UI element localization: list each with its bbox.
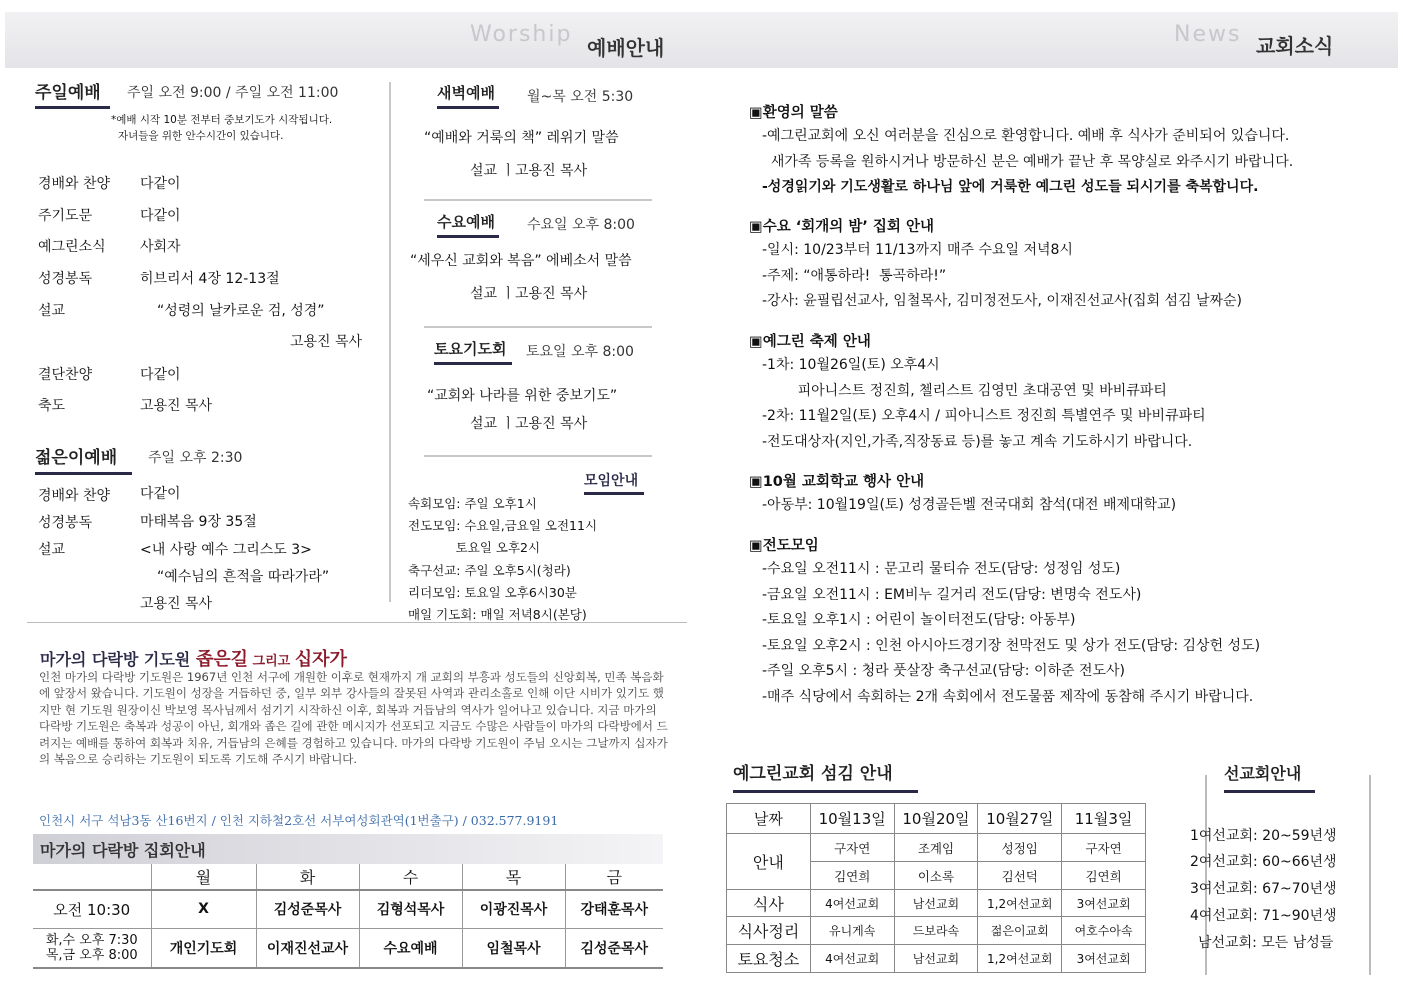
youth-item-label: 성경봉독 — [38, 515, 93, 531]
gathering-cell: 김형석목사 — [359, 890, 462, 928]
gathering-cell: 임철목사 — [462, 928, 565, 968]
sunday-preacher: 고용진 목사 — [290, 334, 363, 350]
saturday-time: 토요일 오후 8:00 — [526, 344, 634, 360]
youth-item-label: 경배와 찬양 — [38, 488, 111, 504]
worship-label-en: Worship — [470, 22, 573, 47]
column-divider — [389, 82, 391, 602]
gathering-cell: 수요예배 — [359, 928, 462, 968]
divider — [424, 326, 652, 328]
gathering-cell: 이광진목사 — [462, 890, 565, 928]
sunday-item-label: 예그린소식 — [38, 239, 106, 255]
divider — [424, 199, 652, 201]
service-header: 10월20일 — [894, 804, 978, 834]
service-header: 날짜 — [727, 804, 811, 834]
service-cell: 유니게속 — [810, 917, 894, 945]
service-header: 11월3일 — [1062, 804, 1146, 834]
service-cell: 구자연 — [810, 834, 894, 862]
prayer-house-title-c: 그리고 — [248, 654, 295, 669]
service-cell: 조계임 — [894, 834, 978, 862]
service-cell: 3여선교회 — [1062, 945, 1146, 973]
service-cell: 이소록 — [894, 862, 978, 890]
youth-preacher: 고용진 목사 — [140, 596, 213, 612]
service-row-label: 식사 — [727, 890, 811, 917]
news-line: -매주 식당에서 속회하는 2개 속회에서 전도물품 제작에 동참해 주시기 바랍니다. — [762, 688, 1254, 705]
sunday-item-label: 주기도문 — [38, 208, 93, 224]
gathering-time-line: 화,수 오후 7:30 — [45, 932, 138, 948]
prayer-house-address: 인천시 서구 석남3동 산16번지 / 인천 지하철2호선 서부여성회관역(1번출구) / 032.577.9191 — [39, 813, 559, 828]
sunday-item-label: 성경봉독 — [38, 271, 93, 287]
news-line: -전도대상자(지인,가족,직장동료 등)를 놓고 계속 기도하시기 바랍니다. — [762, 433, 1193, 450]
news-line: -1차: 10월26일(토) 오후4시 — [762, 357, 940, 373]
sunday-time: 주일 오전 9:00 / 주일 오전 11:00 — [127, 85, 339, 101]
sunday-item-value: 다같이 — [140, 176, 181, 192]
youth-item-value: <내 사랑 예수 그리스도 3> — [140, 542, 312, 558]
saturday-text: “교회와 나라를 위한 중보기도” — [427, 388, 618, 404]
gathering-cell: 개인기도회 — [151, 928, 256, 968]
news-line: -2차: 11월2일(토) 오후4시 / 피아니스트 정진희 특별연주 및 바비큐파티 — [762, 408, 1206, 424]
gathering-time-line: 목,금 오후 8:00 — [45, 947, 138, 963]
day-header: 화 — [256, 864, 359, 890]
divider — [27, 622, 687, 623]
prayer-house-title — [40, 645, 347, 671]
dawn-time: 월~목 오전 5:30 — [527, 89, 634, 105]
meeting-line: 속회모임: 주일 오후1시 — [408, 496, 537, 511]
day-header: 금 — [565, 864, 663, 890]
sunday-item-label: 축도 — [38, 398, 66, 414]
sunday-note2: 자녀들을 위한 안수시간이 있습니다. — [118, 130, 284, 142]
service-row-label: 식사정리 — [727, 917, 811, 945]
service-cell: 1,2여선교회 — [978, 890, 1062, 917]
gathering-cell: 김성준목사 — [565, 928, 663, 968]
news-heading: ▣전도모임 — [749, 538, 819, 554]
gathering-title: 마가의 다락방 집회안내 — [40, 841, 206, 860]
news-label-en: News — [1174, 22, 1242, 47]
service-cell: 남선교회 — [894, 945, 978, 973]
youth-time: 주일 오후 2:30 — [148, 450, 243, 466]
news-line: 새가족 등록을 원하시거나 방문하신 분은 예배가 끝난 후 목양실로 와주시기 바랍니다. — [762, 153, 1294, 170]
wednesday-sermon: 설교 ㅣ고용진 목사 — [470, 286, 588, 302]
news-line: -토요일 오후1시 : 어린이 놀이터전도(담당: 아동부) — [762, 612, 1076, 628]
meeting-line: 축구선교: 주일 오후5시(청라) — [408, 563, 571, 578]
prayer-house-title-a: 마가의 다락방 기도원 — [40, 650, 196, 669]
gathering-time — [33, 928, 151, 968]
sunday-item-label: 경배와 찬양 — [38, 176, 111, 192]
news-line: -일시: 10/23부터 11/13까지 매주 수요일 저녁8시 — [762, 242, 1073, 258]
news-line: 피아니스트 정진희, 첼리스트 김영민 초대공연 및 바비큐파티 — [762, 382, 1167, 399]
service-cell: 남선교회 — [894, 890, 978, 917]
sunday-note1: *예배 시작 10분 전부터 중보기도가 시작됩니다. — [111, 114, 333, 126]
service-cell: 김연희 — [810, 862, 894, 890]
service-row-label: 토요청소 — [727, 945, 811, 973]
prayer-house-title-b: 좁은길 — [195, 649, 248, 670]
meeting-line: 매일 기도회: 매일 저녁8시(본당) — [408, 607, 587, 622]
service-cell: 드보라속 — [894, 917, 978, 945]
news-heading: ▣예그린 축제 안내 — [749, 334, 871, 350]
news-line: -주일 오후5시 : 청라 풋살장 축구선교(담당: 이하준 전도사) — [762, 663, 1125, 679]
gathering-time: 오전 10:30 — [33, 890, 151, 928]
meetings-title: 모임안내 — [584, 470, 644, 495]
service-cell: 김선덕 — [978, 862, 1062, 890]
day-header: 수 — [359, 864, 462, 890]
service-table — [726, 803, 1146, 973]
service-cell: 젊은이교회 — [978, 917, 1062, 945]
wednesday-text: “세우신 교회와 복음” 에베소서 말씀 — [410, 253, 632, 269]
mission-divider-right — [1369, 775, 1371, 975]
service-header: 10월13일 — [810, 804, 894, 834]
meeting-line: 전도모임: 수요일,금요일 오전11시 — [408, 518, 598, 533]
mission-line: 4여선교회: 71~90년생 — [1190, 908, 1337, 924]
meeting-line: 리더모임: 토요일 오후6시30분 — [408, 585, 577, 600]
news-line: -아동부: 10월19일(토) 성경골든벨 전국대회 참석(대전 배제대학교) — [762, 497, 1177, 513]
sunday-item-value: 사회자 — [140, 239, 181, 255]
sunday-sermon-title: “성령의 날카로운 검, 성경” — [157, 303, 325, 319]
news-line: -강사: 윤필립선교사, 임철목사, 김미정전도사, 이재진선교사(집회 섬김 날짜순) — [762, 293, 1242, 309]
service-guide-label: 안내 — [727, 834, 811, 890]
divider — [424, 455, 652, 457]
saturday-sermon: 설교 ㅣ고용진 목사 — [470, 416, 588, 432]
youth-title: 젊은이예배 — [35, 443, 132, 475]
news-line: -토요일 오후2시 : 인천 아시아드경기장 천막전도 및 상가 전도(담당: 김상헌 성도) — [762, 637, 1261, 654]
service-title: 예그린교회 섬김 안내 — [733, 759, 918, 793]
sunday-item-value: 다같이 — [140, 367, 181, 383]
mission-title: 선교회안내 — [1224, 761, 1315, 793]
sunday-item-label: 결단찬양 — [38, 367, 93, 383]
wednesday-time: 수요일 오후 8:00 — [527, 217, 635, 233]
news-heading: ▣수요 ‘회개의 밤’ 집회 안내 — [749, 219, 934, 235]
sunday-item-label: 설교 — [38, 303, 66, 319]
dawn-title: 새벽예배 — [437, 82, 499, 109]
dawn-text: “예배와 거룩의 책” 레위기 말씀 — [424, 130, 619, 146]
service-cell: 여호수아속 — [1062, 917, 1146, 945]
news-line: -예그린교회에 오신 여러분을 진심으로 환영합니다. 예배 후 식사가 준비되어 있습니다. — [762, 128, 1290, 144]
day-header: 목 — [462, 864, 565, 890]
mission-line: 남선교회: 모든 남성들 — [1198, 935, 1334, 951]
service-cell: 4여선교회 — [810, 945, 894, 973]
service-cell: 1,2여선교회 — [978, 945, 1062, 973]
news-line: -수요일 오전11시 : 문고리 물티슈 전도(담당: 성정임 성도) — [762, 561, 1121, 577]
wednesday-title: 수요예배 — [437, 211, 499, 238]
news-line: -주제: “애통하라! 통곡하라!” — [762, 267, 947, 284]
service-cell: 구자연 — [1062, 834, 1146, 862]
service-cell: 성정임 — [978, 834, 1062, 862]
news-heading: ▣10월 교회학교 행사 안내 — [749, 474, 925, 490]
news-heading: ▣환영의 말씀 — [749, 105, 838, 121]
day-header: 월 — [151, 864, 256, 890]
sunday-item-value: 다같이 — [140, 208, 181, 224]
gathering-table — [33, 864, 663, 969]
service-header: 10월27일 — [978, 804, 1062, 834]
news-label-ko: 교회소식 — [1256, 34, 1334, 58]
prayer-house-title-d: 십자가 — [294, 649, 347, 670]
mission-line: 2여선교회: 60~66년생 — [1190, 854, 1337, 870]
mission-line: 1여선교회: 20~59년생 — [1190, 828, 1337, 844]
gathering-cell: X — [151, 890, 256, 928]
youth-item-value: 마태복음 9장 35절 — [140, 514, 257, 530]
saturday-title: 토요기도회 — [434, 338, 512, 365]
gathering-cell: 강태훈목사 — [565, 890, 663, 928]
youth-sermon-title: “예수님의 흔적을 따라가라” — [157, 569, 330, 585]
service-cell: 3여선교회 — [1062, 890, 1146, 917]
prayer-house-paragraph: 인천 마가의 다락방 기도원은 1967년 인천 서구에 개원한 이후로 현재까지 개 교회의 부흥과 성도들의 신앙회복, 민족 복음화에 앞장서 왔습니다. 기도원이 성장을 거듭하던 중, 일부 외부 강사들의 잘못된 사역과 관리소홀로 인해 이단 시비가 있기도 했지만 현 기도원 원장이신 박보영 목사님께서 섬기기 시작하신 이후, 회복과 거듭남의 역사가 일어나고 있습니다. 지금 마가의 다락방 기도원은 축복과 성공이 아닌, 회개와 좁은 길에 관한 메시지가 선포되고 지금도 수많은 사람들이 마가의 다락방에서 드려지는 예배를 통하여 회복과 치유, 거듭남의 은혜를 경험하고 있습니다. 마가의 다락방 기도원이 주님 오시는 그날까지 십자가의 복음으로 승리하는 기도원이 되도록 기도해 주시기 바랍니다. — [39, 670, 668, 767]
sunday-title: 주일예배 — [35, 78, 110, 109]
sunday-item-value: 히브리서 4장 12-13절 — [140, 271, 280, 287]
gathering-cell: 김성준목사 — [256, 890, 359, 928]
sunday-item-value: 고용진 목사 — [140, 398, 213, 414]
youth-item-label: 설교 — [38, 542, 66, 558]
meeting-line: 토요일 오후2시 — [408, 540, 541, 555]
dawn-sermon: 설교 ㅣ고용진 목사 — [470, 163, 588, 179]
service-cell: 4여선교회 — [810, 890, 894, 917]
mission-line: 3여선교회: 67~70년생 — [1190, 881, 1337, 897]
news-line: -금요일 오전11시 : EM비누 길거리 전도(담당: 변명숙 전도사) — [762, 586, 1142, 603]
worship-label-ko: 예배안내 — [587, 36, 665, 60]
news-line: -성경읽기와 기도생활로 하나님 앞에 거룩한 예그린 성도들 되시기를 축복합니다. — [762, 179, 1259, 195]
youth-item-value: 다같이 — [140, 486, 181, 502]
gathering-cell: 이재진선교사 — [256, 928, 359, 968]
service-cell: 김연희 — [1062, 862, 1146, 890]
